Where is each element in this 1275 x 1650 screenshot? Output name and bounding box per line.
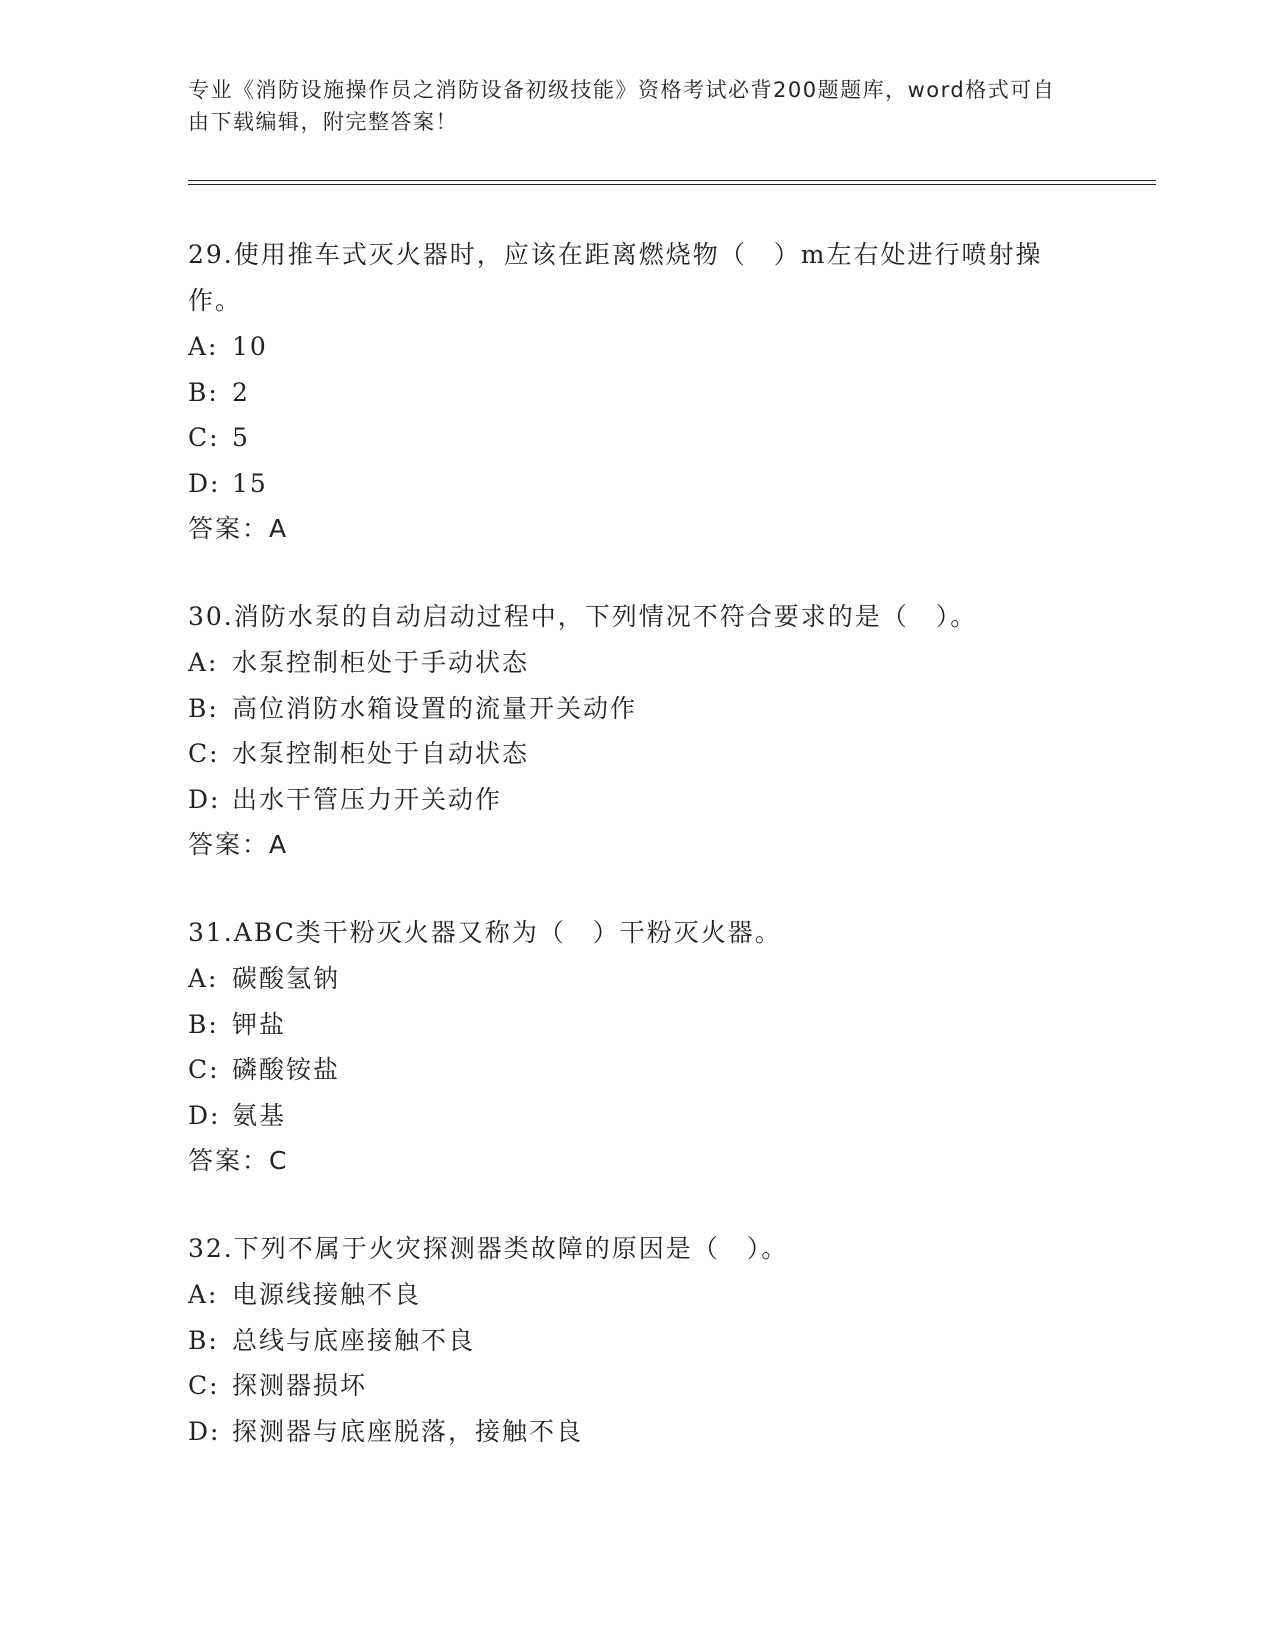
option-letter: D: [188, 468, 221, 498]
question-text: 29.使用推车式灭火器时，应该在距离燃烧物（ ）m左右处进行喷射操作。 [188, 240, 1043, 315]
option-text: 高位消防水箱设置的流量开关动作 [232, 693, 638, 723]
question-text: 32.下列不属于火灾探测器类故障的原因是（ ）。 [188, 1234, 789, 1263]
option-letter: C: [188, 1371, 220, 1400]
option-d [188, 1409, 1088, 1455]
option-b [188, 1318, 1088, 1364]
option-b [188, 370, 1088, 416]
option-letter: D: [188, 1100, 221, 1130]
option-text: 5 [232, 423, 250, 452]
option-letter: B: [188, 693, 219, 723]
option-text: 磷酸铵盐 [232, 1055, 341, 1084]
question-text: 31.ABC类干粉灭火器又称为（ ）干粉灭火器。 [188, 918, 782, 947]
question-29 [188, 232, 1088, 552]
option-b [188, 1002, 1088, 1048]
option-text: 探测器与底座脱落，接触不良 [232, 1416, 584, 1446]
option-text: 水泵控制柜处于自动状态 [232, 739, 530, 768]
option-d [188, 777, 1088, 823]
question-text: 30.消防水泵的自动启动过程中，下列情况不符合要求的是（ ）。 [188, 602, 978, 631]
option-c [188, 1047, 1088, 1093]
option-c [188, 415, 1088, 461]
question-31 [188, 910, 1088, 1184]
option-letter: A: [188, 964, 219, 993]
question-list [188, 232, 1088, 1496]
option-c [188, 1363, 1088, 1409]
option-a [188, 324, 1088, 370]
option-c [188, 731, 1088, 777]
option-d [188, 461, 1088, 507]
option-a [188, 1272, 1088, 1318]
option-letter: A: [188, 648, 219, 677]
option-text: 钾盐 [232, 1009, 287, 1039]
header-rule-bottom [188, 184, 1156, 185]
option-text: 15 [232, 468, 268, 498]
option-a [188, 956, 1088, 1002]
option-letter: D: [188, 784, 221, 814]
option-a [188, 640, 1088, 686]
option-letter: A: [188, 332, 219, 361]
option-text: 探测器损坏 [232, 1371, 368, 1400]
option-letter: A: [188, 1280, 219, 1309]
answer-line: 答案：C [188, 1146, 289, 1175]
option-text: 水泵控制柜处于手动状态 [232, 648, 530, 677]
option-letter: C: [188, 739, 220, 768]
option-letter: C: [188, 1055, 220, 1084]
option-text: 出水干管压力开关动作 [232, 784, 503, 814]
option-letter: B: [188, 377, 219, 407]
answer-line: 答案：A [188, 830, 289, 859]
option-text: 2 [232, 377, 250, 407]
answer-line: 答案：A [188, 514, 289, 543]
header-rule-top [188, 180, 1156, 181]
option-d [188, 1093, 1088, 1139]
question-30 [188, 594, 1088, 868]
option-b [188, 686, 1088, 732]
document-header: 专业《消防设施操作员之消防设备初级技能》资格考试必背200题题库，word格式可自由下载编辑，附完整答案！ [188, 78, 1056, 134]
option-letter: B: [188, 1325, 219, 1355]
option-text: 10 [232, 332, 268, 361]
option-text: 电源线接触不良 [232, 1280, 422, 1309]
option-text: 总线与底座接触不良 [232, 1325, 476, 1355]
option-letter: D: [188, 1416, 221, 1446]
option-text: 碳酸氢钠 [232, 964, 341, 993]
option-text: 氨基 [232, 1100, 287, 1130]
option-letter: B: [188, 1009, 219, 1039]
option-letter: C: [188, 423, 220, 452]
question-32 [188, 1226, 1088, 1454]
